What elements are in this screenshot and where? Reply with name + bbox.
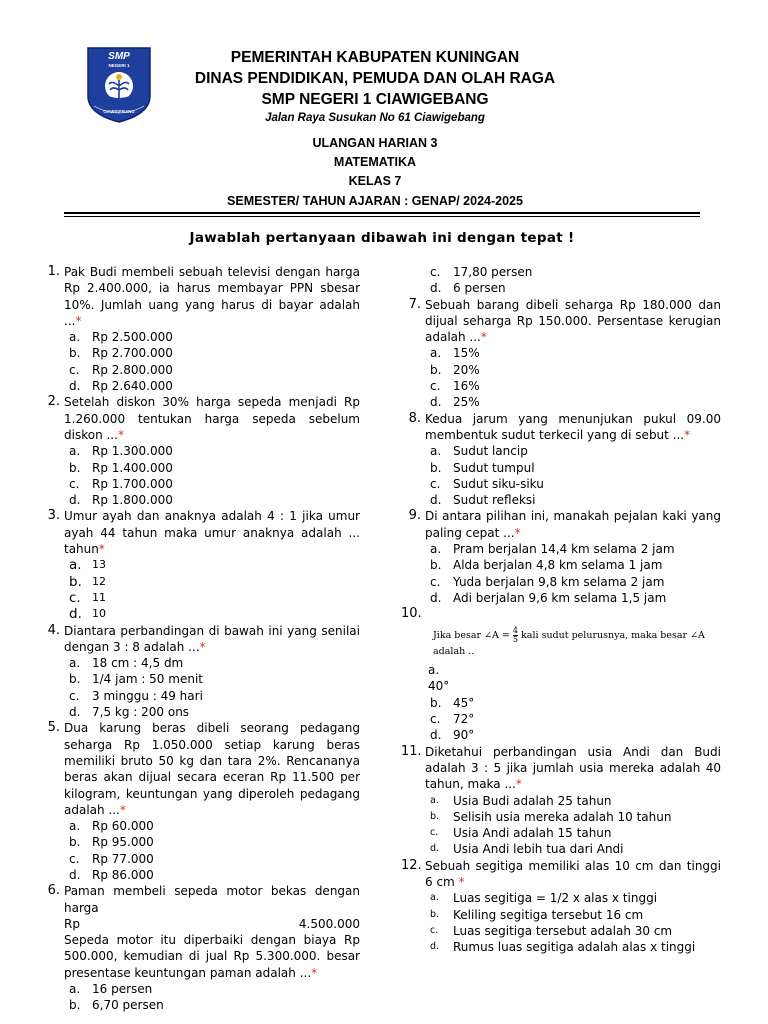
- option[interactable]: [425, 939, 721, 955]
- option-text: Luas segitiga = 1/2 x alas x tinggi: [453, 891, 658, 906]
- option-letter: a.: [69, 557, 82, 574]
- required-mark: *: [75, 313, 82, 328]
- option-letter: c.: [430, 574, 441, 589]
- equation-text-b: kali sudut pelurusnya, maka besar ∠A adalah ..: [433, 629, 705, 657]
- option-letter: d.: [69, 606, 82, 623]
- required-mark: *: [119, 802, 126, 817]
- option-text: Yuda berjalan 9,8 km selama 2 jam: [453, 574, 665, 589]
- option-letter: a.: [430, 892, 439, 904]
- option-letter: c.: [430, 265, 441, 279]
- option-letter: d.: [430, 728, 442, 743]
- question-6: [40, 883, 360, 1013]
- option-letter: b.: [430, 362, 442, 377]
- option[interactable]: [425, 345, 721, 361]
- option-text: 12: [92, 574, 106, 588]
- question-number: 3.: [47, 508, 60, 524]
- option[interactable]: [64, 688, 360, 704]
- option-text: 16 persen: [92, 982, 153, 997]
- option[interactable]: [64, 378, 360, 394]
- option-text: Rp 1.700.000: [92, 476, 173, 491]
- question-text: Diantara perbandingan di bawah ini yang senilai dengan 3 : 8 adalah ...: [64, 623, 360, 654]
- option[interactable]: [64, 574, 360, 590]
- option-text: Usia Andi lebih tua dari Andi: [453, 842, 624, 857]
- question-number: 6.: [47, 883, 60, 899]
- option-letter: b.: [69, 672, 81, 687]
- option-letter: b.: [430, 810, 440, 822]
- option-text: Rp 2.640.000: [92, 379, 173, 394]
- option[interactable]: [425, 695, 721, 711]
- question-number: 11.: [401, 743, 422, 759]
- option-text: Rp 2.700.000: [92, 346, 173, 361]
- required-mark: *: [480, 330, 487, 345]
- option-text: 16%: [453, 379, 480, 394]
- option[interactable]: [425, 492, 721, 508]
- question-number: 7.: [408, 296, 421, 312]
- option-text: 7,5 kg : 200 ons: [92, 705, 190, 720]
- option-text: Keliling segitiga tersebut 16 cm: [453, 907, 644, 922]
- option-letter: a.: [69, 656, 81, 671]
- option-letter: b.: [69, 573, 82, 590]
- option[interactable]: [64, 655, 360, 671]
- department-name: DINAS PENDIDIKAN, PEMUDA DAN OLAH RAGA: [194, 70, 556, 87]
- option[interactable]: [425, 460, 721, 476]
- option[interactable]: [425, 809, 721, 825]
- option-letter: b.: [69, 346, 81, 361]
- option[interactable]: [425, 378, 721, 394]
- option-letter: d.: [69, 493, 81, 508]
- school-name: SMP NEGERI 1 CIAWIGEBANG: [261, 91, 489, 108]
- option[interactable]: [425, 541, 721, 557]
- question-text: Umur ayah dan anaknya adalah 4 : 1 jika umur ayah 44 tahun maka umur anaknya adalah ... tahun: [64, 509, 360, 557]
- option-text: 72°: [453, 712, 475, 727]
- option[interactable]: [425, 557, 721, 573]
- question-12: [401, 858, 721, 956]
- question-text: Setelah diskon 30% harga sepeda menjadi Rp 1.260.000 tentukan harga sepeda sebelum diskon ...: [64, 395, 360, 442]
- exam-semester: SEMESTER/ TAHUN AJARAN : GENAP/ 2024-2025: [227, 194, 523, 208]
- option[interactable]: [425, 394, 721, 410]
- required-mark: *: [458, 874, 465, 889]
- option-text: Sudut refleksi: [453, 493, 536, 508]
- option-letter: a.: [69, 444, 81, 459]
- option[interactable]: [64, 590, 360, 606]
- option-text: Usia Andi adalah 15 tahun: [453, 826, 612, 841]
- option-text: Rp 60.000: [92, 819, 154, 834]
- option-letter: b.: [69, 998, 81, 1013]
- question-8: [401, 411, 721, 509]
- option-text: 13: [92, 558, 106, 572]
- exam-subject: MATEMATIKA: [333, 155, 417, 169]
- option-text: 3 minggu : 49 hari: [92, 688, 203, 703]
- option-text: 25%: [453, 395, 480, 410]
- option-text: Usia Budi adalah 25 tahun: [453, 793, 612, 808]
- question-11: [401, 744, 721, 858]
- option[interactable]: [425, 574, 721, 590]
- option[interactable]: [64, 492, 360, 508]
- question-4: [40, 623, 360, 721]
- option-letter: d.: [430, 843, 440, 855]
- option[interactable]: [64, 329, 360, 345]
- option[interactable]: [64, 704, 360, 720]
- option-letter: b.: [430, 908, 440, 920]
- question-number: 9.: [408, 508, 421, 524]
- option[interactable]: [64, 557, 360, 573]
- option[interactable]: [64, 606, 360, 622]
- required-mark: *: [199, 639, 206, 654]
- option[interactable]: [64, 476, 360, 492]
- question-number: 12.: [401, 857, 422, 873]
- option-text: 40°: [428, 679, 450, 694]
- option-text: Rumus luas segitiga adalah alas x tinggi: [453, 940, 696, 955]
- header-divider: [64, 212, 700, 214]
- option-letter: d.: [69, 867, 81, 882]
- question-number: 2.: [47, 394, 60, 410]
- option-letter: c.: [430, 924, 439, 936]
- option-text: Rp 1.400.000: [92, 460, 173, 475]
- question-2: [40, 394, 360, 508]
- government-name: PEMERINTAH KABUPATEN KUNINGAN: [230, 49, 520, 66]
- question-number: 1.: [47, 264, 60, 279]
- question-number: 8.: [408, 410, 421, 426]
- option-letter: c.: [430, 476, 441, 491]
- question-10: [401, 606, 721, 743]
- option-letter: a.: [428, 663, 440, 678]
- option-text: Rp 86.000: [92, 867, 154, 882]
- option-letter: c.: [69, 688, 80, 703]
- right-column: [401, 264, 721, 955]
- option-text: Rp 77.000: [92, 851, 154, 866]
- option[interactable]: [425, 590, 721, 606]
- option[interactable]: [64, 345, 360, 361]
- option-text: 1/4 jam : 50 menit: [92, 672, 203, 687]
- required-mark: *: [311, 965, 318, 980]
- question-text: Dua karung beras dibeli seorang pedagang seharga Rp 1.050.000 setiap karung beras memiliki bruto 50 kg dan tara 2%. Rencananya beras akan dijual secara eceran Rp 11.500 per kilogram, keuntungan yang diperoleh pedagang adalah ...: [64, 721, 360, 817]
- option-letter: d.: [430, 395, 442, 410]
- option-letter: a.: [430, 542, 442, 557]
- option[interactable]: [425, 907, 721, 923]
- option-letter: b.: [430, 695, 442, 710]
- option-text: Rp 1.300.000: [92, 444, 173, 459]
- option[interactable]: [425, 825, 721, 841]
- option-letter: d.: [430, 590, 442, 605]
- equation-text-a: Jika besar ∠A =: [433, 629, 510, 641]
- required-mark: *: [684, 427, 691, 442]
- question-7: [401, 297, 721, 411]
- option-text: 10: [92, 607, 106, 621]
- option-letter: b.: [69, 460, 81, 475]
- option-text: Sudut tumpul: [453, 460, 535, 475]
- question-text: Kedua jarum yang menunjukan pukul 09.00 membentuk sudut terkecil yang di sebut ...: [425, 411, 721, 442]
- option[interactable]: [425, 711, 721, 727]
- question-6-continued: [401, 264, 721, 297]
- option[interactable]: [64, 443, 360, 459]
- option-text: Rp 2.800.000: [92, 362, 173, 377]
- school-logo: [84, 44, 154, 124]
- question-number: 4.: [47, 622, 60, 638]
- question-text: Sepeda motor itu diperbaiki dengan biaya Rp 500.000, kemudian di jual Rp 5.300.000. besar presentase keuntungan paman adalah ...: [64, 933, 360, 980]
- option[interactable]: [401, 662, 721, 695]
- question-number: 10.: [401, 606, 422, 622]
- question-text: Paman membeli sepeda motor bekas dengan harga: [64, 884, 360, 915]
- option-text: 15%: [453, 346, 480, 361]
- option[interactable]: [64, 997, 360, 1013]
- exam-class: KELAS 7: [348, 174, 402, 188]
- option[interactable]: [425, 264, 721, 280]
- logo-text-mid: NEGERI 1: [108, 63, 130, 68]
- question-text: Sebuah segitiga memiliki alas 10 cm dan tinggi 6 cm: [425, 858, 721, 889]
- fraction-numerator: 4: [512, 625, 519, 635]
- option-letter: d.: [69, 379, 81, 394]
- option[interactable]: [425, 443, 721, 459]
- question-text-amount: 4.500.000: [298, 916, 360, 931]
- option-text: Sudut siku-siku: [453, 476, 544, 491]
- option-letter: a.: [69, 330, 81, 345]
- question-5: [40, 720, 360, 883]
- option-text: Adi berjalan 9,6 km selama 1,5 jam: [453, 590, 667, 605]
- option-text: Rp 1.800.000: [92, 493, 173, 508]
- option[interactable]: [64, 818, 360, 834]
- option-text: 6,70 persen: [92, 998, 164, 1013]
- option[interactable]: [425, 727, 721, 743]
- required-mark: *: [514, 525, 521, 540]
- option[interactable]: [64, 460, 360, 476]
- option-letter: a.: [430, 444, 442, 459]
- option-text: Selisih usia mereka adalah 10 tahun: [453, 809, 672, 824]
- equation-fraction: [513, 627, 518, 644]
- fraction-denominator: 5: [512, 634, 519, 644]
- option[interactable]: [64, 851, 360, 867]
- option-text: Rp 95.000: [92, 835, 154, 850]
- option[interactable]: [425, 793, 721, 809]
- instruction: Jawablah pertanyaan dibawah ini dengan tepat !: [189, 230, 575, 246]
- option[interactable]: [64, 671, 360, 687]
- required-mark: *: [515, 777, 522, 792]
- option-letter: a.: [430, 346, 442, 361]
- header-divider-thin: [64, 216, 700, 217]
- option-letter: d.: [430, 941, 440, 953]
- option-letter: a.: [69, 819, 81, 834]
- question-text-currency: Rp: [64, 916, 80, 931]
- option[interactable]: [425, 890, 721, 906]
- option-letter: c.: [69, 851, 80, 866]
- option-letter: c.: [69, 476, 80, 491]
- option-letter: b.: [430, 460, 442, 475]
- option-text: 18 cm : 4,5 dm: [92, 656, 184, 671]
- option-text: Rp 2.500.000: [92, 330, 173, 345]
- option-letter: c.: [69, 589, 81, 606]
- option[interactable]: [64, 981, 360, 997]
- option-text: 17,80 persen: [453, 265, 533, 279]
- required-mark: *: [117, 427, 124, 442]
- question-text: Pak Budi membeli sebuah televisi dengan harga Rp 2.400.000, ia harus membayar PPN sbesar 10%. Jumlah uang yang harus di bayar adalah ...: [64, 265, 360, 328]
- option-letter: a.: [69, 982, 81, 997]
- required-mark: *: [98, 542, 105, 557]
- option-letter: d.: [430, 493, 442, 508]
- option[interactable]: [425, 476, 721, 492]
- option-text: 45°: [453, 695, 475, 710]
- option-text: 20%: [453, 362, 480, 377]
- option-letter: d.: [430, 281, 442, 296]
- left-column: [40, 264, 360, 1014]
- option[interactable]: [64, 834, 360, 850]
- question-text: Sebuah barang dibeli seharga Rp 180.000 dan dijual seharga Rp 150.000. Persentase kerugian adalah ...: [425, 297, 721, 345]
- option-letter: c.: [430, 712, 441, 727]
- option-text: 90°: [453, 728, 475, 743]
- question-text: Di antara pilihan ini, manakah pejalan kaki yang paling cepat ...: [425, 509, 721, 540]
- option-text: Luas segitiga tersebut adalah 30 cm: [453, 923, 673, 938]
- question-equation: [401, 627, 721, 661]
- option-letter: c.: [430, 379, 441, 394]
- option-letter: c.: [69, 362, 80, 377]
- option[interactable]: [64, 362, 360, 378]
- option[interactable]: [425, 280, 721, 296]
- option-letter: b.: [430, 558, 442, 573]
- option-letter: b.: [69, 835, 81, 850]
- option-text: 6 persen: [453, 281, 506, 296]
- option-text: 11: [92, 590, 106, 604]
- option[interactable]: [425, 362, 721, 378]
- option-letter: c.: [430, 827, 439, 839]
- option[interactable]: [425, 923, 721, 939]
- logo-text-bottom: CIAWIGEBANG: [103, 109, 135, 114]
- logo-text-top: SMP: [108, 51, 130, 62]
- option-text: Pram berjalan 14,4 km selama 2 jam: [453, 542, 675, 557]
- option[interactable]: [64, 867, 360, 883]
- question-number: 5.: [47, 720, 60, 736]
- school-address: Jalan Raya Susukan No 61 Ciawigebang: [265, 112, 485, 124]
- question-3: [40, 508, 360, 622]
- question-text: Diketahui perbandingan usia Andi dan Budi adalah 3 : 5 jika jumlah usia mereka adalah 40 tahun, maka ...: [425, 744, 721, 792]
- question-1: [40, 264, 360, 394]
- option[interactable]: [425, 841, 721, 857]
- option-text: Sudut lancip: [453, 444, 528, 459]
- question-9: [401, 508, 721, 606]
- option-letter: d.: [69, 705, 81, 720]
- exam-title: ULANGAN HARIAN 3: [312, 136, 438, 150]
- option-text: Alda berjalan 4,8 km selama 1 jam: [453, 558, 663, 573]
- option-letter: a.: [430, 794, 439, 806]
